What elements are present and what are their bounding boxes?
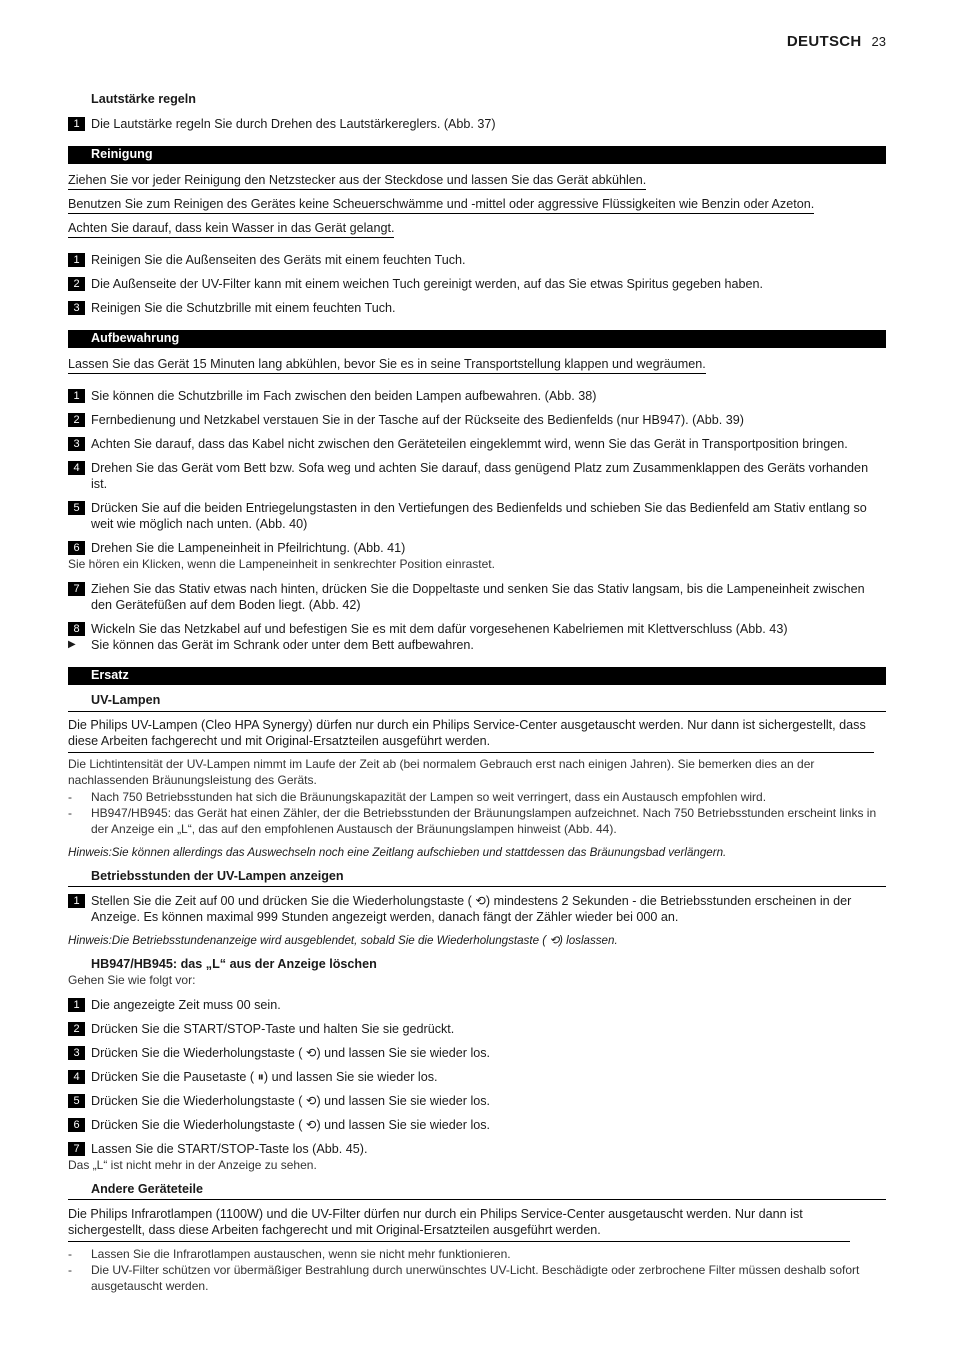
step-text: Stellen Sie die Zeit auf 00 und drücken Sie die Wiederholungstaste ( ⟲) mindestens 2 Sekunden - die Betriebsstunden erscheinen in der Anzeige. Es können maximal 999 Stunden angezeigt werden, danach fängt der Zähler wieder bei 000 an. xyxy=(91,894,852,924)
step-number: 1 xyxy=(68,894,85,908)
triangle-bullet-icon: ▶ xyxy=(68,639,76,650)
subsection-title-uv-lampen: UV-Lampen xyxy=(91,693,161,707)
page-number: 23 xyxy=(871,34,886,49)
dash-text: Nach 750 Betriebsstunden hat sich die Bräunungskapazität der Lampen so weit verringert, dass ein Austausch empfohlen wird. xyxy=(91,790,767,804)
step-number: 2 xyxy=(68,1022,85,1036)
dash-text: HB947/HB945: das Gerät hat einen Zähler, der die Betriebsstunden der Bräunungslampen aufzeichnet. Nach 750 Betriebsstunden erscheint links in der Anzeige ein „L“, das auf den empfohlenen Austausch der Bräunungslampen hinweist (Abb. 44). xyxy=(91,806,877,836)
step-aufbewahrung-2 xyxy=(68,412,886,428)
step-reinigung-1 xyxy=(68,252,886,268)
subsection-title-hb-reset: HB947/HB945: das „L“ aus der Anzeige löschen xyxy=(91,957,377,971)
uv-note: Die Lichtintensität der UV-Lampen nimmt im Laufe der Zeit ab (bei normalem Gebrauch erst nach einigen Jahren). Sie bemerken dies an der nachlassenden Bräunungsleistung des Geräts. xyxy=(68,757,815,787)
step-number: 3 xyxy=(68,437,85,451)
step-number: 1 xyxy=(68,253,85,267)
step-number: 1 xyxy=(68,998,85,1012)
step-text: Fernbedienung und Netzkabel verstauen Sie in der Tasche auf der Rückseite des Bedienfelds (nur HB947). (Abb. 39) xyxy=(91,413,744,427)
step-hb-4 xyxy=(68,1069,886,1085)
step-number: 6 xyxy=(68,1118,85,1132)
step-text: Achten Sie darauf, dass das Kabel nicht zwischen den Geräteteilen eingeklemmt wird, wenn Sie das Gerät in Transportposition bringen. xyxy=(91,437,848,451)
step-text: Ziehen Sie das Stativ etwas nach hinten, drücken Sie die Doppeltaste und senken Sie das Stativ langsam, bis die Lampeneinheit zwischen den Gerätefüßen auf dem Boden liegt. (Abb. 42) xyxy=(91,582,865,612)
warning-reinigung-1: Ziehen Sie vor jeder Reinigung den Netzstecker aus der Steckdose und lassen Sie das Gerät abkühlen. xyxy=(68,172,886,188)
step-reinigung-2 xyxy=(68,276,886,292)
warning-andere: Die Philips Infrarotlampen (1100W) und die UV-Filter dürfen nur durch ein Philips Service-Center ausgetauscht werden. Nur dann ist sichergestellt, dass diese Arbeiten fachgerecht und mit Original-Ersatzteilen ausgeführt werden. xyxy=(68,1206,850,1242)
language-label: DEUTSCH xyxy=(786,33,862,50)
section-bar-reinigung: Reinigung xyxy=(68,146,886,164)
bullet-item xyxy=(68,637,886,653)
step-betrieb-1 xyxy=(68,893,886,925)
step-number: 5 xyxy=(68,1094,85,1108)
bullet-text: Sie können das Gerät im Schrank oder unter dem Bett aufbewahren. xyxy=(91,638,474,652)
step-number: 1 xyxy=(68,389,85,403)
divider xyxy=(68,1199,886,1200)
uv-hinweis: Hinweis:Sie können allerdings das Auswechseln noch eine Zeitlang aufschieben und stattdessen das Bräunungsbad verlängern. xyxy=(68,846,727,859)
step-text: Die Lautstärke regeln Sie durch Drehen des Lautstärkereglers. (Abb. 37) xyxy=(91,117,496,131)
step-number: 3 xyxy=(68,1046,85,1060)
warning-reinigung-2: Benutzen Sie zum Reinigen des Gerätes keine Scheuerschwämme und -mittel oder aggressive Flüssigkeiten wie Benzin oder Azeton. xyxy=(68,196,886,212)
step-number: 4 xyxy=(68,461,85,475)
step-number: 5 xyxy=(68,501,85,515)
step-text: Drücken Sie die Wiederholungstaste ( ⟲) und lassen Sie sie wieder los. xyxy=(91,1118,491,1132)
step-number: 7 xyxy=(68,582,85,596)
step-text: Drücken Sie die Wiederholungstaste ( ⟲) und lassen Sie sie wieder los. xyxy=(91,1094,491,1108)
step-aufbewahrung-5 xyxy=(68,500,886,532)
step-hb-1 xyxy=(68,997,886,1013)
step-text: Drücken Sie die START/STOP-Taste und halten Sie sie gedrückt. xyxy=(91,1022,455,1036)
step-number: 2 xyxy=(68,413,85,427)
step-text: Die Außenseite der UV-Filter kann mit einem weichen Tuch gereinigt werden, auf das Sie etwas Spiritus gegeben haben. xyxy=(91,277,764,291)
warning-aufbewahrung: Lassen Sie das Gerät 15 Minuten lang abkühlen, bevor Sie es in seine Transportstellung klappen und wegräumen. xyxy=(68,356,886,372)
step-number: 1 xyxy=(68,117,85,131)
step-text: Drehen Sie das Gerät vom Bett bzw. Sofa weg und achten Sie darauf, dass genügend Platz zum Zusammenklappen des Geräts vorhanden ist. xyxy=(91,461,869,491)
step-text: Drücken Sie auf die beiden Entriegelungstasten in den Vertiefungen des Bedienfelds und schieben Sie das Bedienfeld am Stativ entlang so weit wie möglich nach unten. (Abb. 40) xyxy=(91,501,867,531)
step-lautstaerke-1 xyxy=(68,116,886,132)
step-aufbewahrung-4 xyxy=(68,460,886,492)
section-bar-aufbewahrung: Aufbewahrung xyxy=(68,330,886,348)
uv-dash-item-1: - Nach 750 Betriebsstunden hat sich die Bräunungskapazität der Lampen so weit verringert, dass ein Austausch empfohlen wird. xyxy=(68,790,767,804)
warning-reinigung-3: Achten Sie darauf, dass kein Wasser in das Gerät gelangt. xyxy=(68,220,886,236)
step-aufbewahrung-6 xyxy=(68,540,886,556)
hb-intro: Gehen Sie wie folgt vor: xyxy=(68,973,196,987)
step-text: Drücken Sie die Pausetaste ( ⏸) und lassen Sie sie wieder los. xyxy=(91,1070,438,1084)
subsection-title-andere: Andere Geräteteile xyxy=(91,1182,203,1196)
step-aufbewahrung-7 xyxy=(68,581,886,613)
betrieb-hinweis: Hinweis:Die Betriebsstundenanzeige wird ausgeblendet, sobald Sie die Wiederholungstaste ( ⟲) loslassen. xyxy=(68,934,618,947)
step-aufbewahrung-1 xyxy=(68,388,886,404)
step-aufbewahrung-3 xyxy=(68,436,886,452)
andere-dash-item-1: - Lassen Sie die Infrarotlampen austauschen, wenn sie nicht mehr funktionieren. xyxy=(68,1247,511,1261)
step-text: Drehen Sie die Lampeneinheit in Pfeilrichtung. (Abb. 41) xyxy=(91,541,406,555)
step-text: Wickeln Sie das Netzkabel auf und befestigen Sie es mit dem dafür vorgesehenen Kabelriemen mit Klettverschluss (Abb. 43) xyxy=(91,622,788,636)
dash-text: Die UV-Filter schützen vor übermäßiger Bestrahlung durch unerwünschtes UV-Licht. Beschädigte oder zerbrochene Filter müssen deshalb sofort ausgetauscht werden. xyxy=(91,1263,860,1293)
hb-note: Das „L“ ist nicht mehr in der Anzeige zu sehen. xyxy=(68,1158,317,1172)
step-number: 7 xyxy=(68,1142,85,1156)
andere-dash-item-2: - Die UV-Filter schützen vor übermäßiger Bestrahlung durch unerwünschtes UV-Licht. Beschädigte oder zerbrochene Filter müssen deshalb sofort ausgetauscht werden. xyxy=(68,1262,886,1294)
step-number: 4 xyxy=(68,1070,85,1084)
step-text: Lassen Sie die START/STOP-Taste los (Abb. 45). xyxy=(91,1142,368,1156)
uv-dash-item-2: - HB947/HB945: das Gerät hat einen Zähler, der die Betriebsstunden der Bräunungslampen aufzeichnet. Nach 750 Betriebsstunden erscheint links in der Anzeige ein „L“, das auf den empfohlenen Austausch der Bräunungslampen hinweist (Abb. 44). xyxy=(68,805,886,837)
warning-uv-lampen: Die Philips UV-Lampen (Cleo HPA Synergy) dürfen nur durch ein Philips Service-Center ausgetauscht werden. Nur dann ist sichergestellt, dass diese Arbeiten fachgerecht und mit Original-Ersatzteilen ausgeführt werden. xyxy=(68,717,874,753)
subsection-title-betriebsstunden: Betriebsstunden der UV-Lampen anzeigen xyxy=(91,869,344,883)
step-hb-3 xyxy=(68,1045,886,1061)
step-number: 2 xyxy=(68,277,85,291)
subsection-title-lautstaerke: Lautstärke regeln xyxy=(91,92,196,106)
step-number: 3 xyxy=(68,301,85,315)
step-hb-7 xyxy=(68,1141,886,1157)
step-reinigung-3 xyxy=(68,300,886,316)
step-text: Sie können die Schutzbrille im Fach zwischen den beiden Lampen aufbewahren. (Abb. 38) xyxy=(91,389,597,403)
divider xyxy=(68,711,886,712)
page-header xyxy=(787,33,886,50)
step-text: Reinigen Sie die Schutzbrille mit einem feuchten Tuch. xyxy=(91,301,396,315)
step-hb-5 xyxy=(68,1093,886,1109)
step-number: 6 xyxy=(68,541,85,555)
dash-text: Lassen Sie die Infrarotlampen austauschen, wenn sie nicht mehr funktionieren. xyxy=(91,1247,511,1261)
step-text: Drücken Sie die Wiederholungstaste ( ⟲) und lassen Sie sie wieder los. xyxy=(91,1046,491,1060)
step-hb-6 xyxy=(68,1117,886,1133)
step-number: 8 xyxy=(68,622,85,636)
step-6-note: Sie hören ein Klicken, wenn die Lampeneinheit in senkrechter Position einrastet. xyxy=(68,557,495,571)
step-aufbewahrung-8 xyxy=(68,621,886,637)
step-hb-2 xyxy=(68,1021,886,1037)
step-text: Reinigen Sie die Außenseiten des Geräts mit einem feuchten Tuch. xyxy=(91,253,466,267)
divider xyxy=(68,886,886,887)
section-bar-ersatz: Ersatz xyxy=(68,667,886,685)
step-text: Die angezeigte Zeit muss 00 sein. xyxy=(91,998,281,1012)
